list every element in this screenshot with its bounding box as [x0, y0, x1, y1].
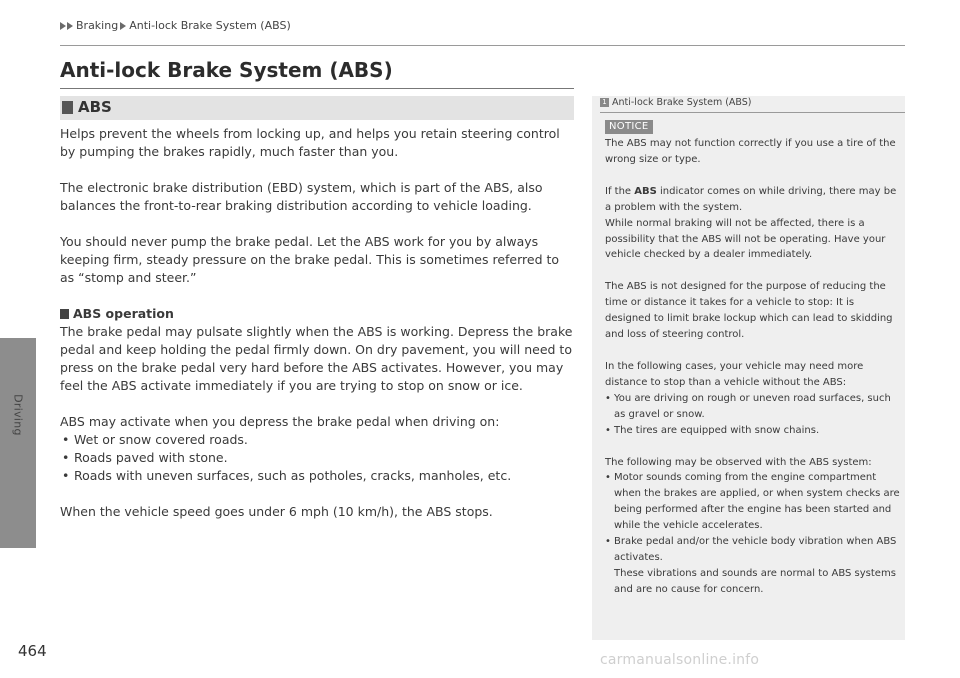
chevron-right-icon [120, 22, 126, 30]
list-item: • Wet or snow covered roads. [60, 431, 575, 449]
page-number: 464 [18, 642, 47, 660]
header-divider [60, 45, 905, 46]
indicator-text: If the ABS indicator comes on while driving, there may be a problem with the system. [605, 185, 897, 213]
list-item: • Brake pedal and/or the vehicle body vibration when ABS activates. [605, 534, 900, 566]
title-divider [60, 88, 574, 89]
list-item: • Roads paved with stone. [60, 449, 575, 467]
abs-indicator-word: ABS [634, 185, 657, 197]
cases-list [605, 391, 900, 439]
list-item: • The tires are equipped with snow chains. [605, 423, 900, 439]
sidebar-content [605, 136, 900, 614]
sidebar-divider [600, 112, 905, 113]
side-tab-label: Driving [11, 394, 25, 436]
subheading-marker-icon [60, 309, 69, 319]
observed-note: These vibrations and sounds are normal to ABS systems and are no cause for concern. [614, 567, 896, 595]
sidebar-title: Anti-lock Brake System (ABS) [612, 97, 752, 108]
paragraph: The electronic brake distribution (EBD) system, which is part of the ABS, also balances the front-to-rear braking distribution according to vehicle loading. [60, 180, 543, 213]
notice-badge: NOTICE [605, 120, 653, 134]
list-item: • Roads with uneven surfaces, such as potholes, cracks, manholes, etc. [60, 467, 575, 485]
breadcrumb-item-abs[interactable]: Anti-lock Brake System (ABS) [129, 19, 291, 32]
chevron-right-icon [60, 22, 66, 30]
activate-conditions-list [60, 431, 575, 485]
sidebar-header [600, 97, 752, 108]
stop-paragraph: When the vehicle speed goes under 6 mph (10 km/h), the ABS stops. [60, 504, 493, 519]
breadcrumb [60, 19, 291, 32]
operation-paragraph: The brake pedal may pulsate slightly when the ABS is working. Depress the brake pedal and keep holding the pedal firmly down. On dry pavement, you will need to press on the brake pedal very hard before the ABS activates. However, you may feel the ABS activate immediately if you are trying to stop on snow or ice. [60, 324, 573, 393]
subheading-label: ABS operation [73, 306, 174, 321]
section-heading: ABS [78, 98, 112, 116]
cases-intro: In the following cases, your vehicle may need more distance to stop than a vehicle without the ABS: [605, 360, 864, 388]
section-header-band [60, 96, 574, 120]
list-item: • You are driving on rough or uneven road surfaces, such as gravel or snow. [605, 391, 900, 423]
observed-intro: The following may be observed with the ABS system: [605, 456, 872, 468]
page-title: Anti-lock Brake System (ABS) [60, 58, 393, 82]
subheading [60, 305, 575, 323]
main-content [60, 125, 575, 539]
paragraph: Helps prevent the wheels from locking up, and helps you retain steering control by pumping the brakes rapidly, much faster than you. [60, 126, 560, 159]
observed-list [605, 470, 900, 565]
paragraph: You should never pump the brake pedal. Let the ABS work for you by always keeping firm, steady pressure on the brake pedal. This is sometimes referred to as “stomp and steer.” [60, 234, 560, 285]
list-item: • Motor sounds coming from the engine compartment when the brakes are applied, or when system checks are being performed after the engine has been started and while the vehicle accelerates. [605, 470, 900, 534]
reference-number-icon: 1 [600, 98, 609, 107]
section-marker-icon [62, 101, 73, 114]
notice-text: The ABS may not function correctly if you use a tire of the wrong size or type. [605, 138, 896, 165]
design-text: The ABS is not designed for the purpose of reducing the time or distance it takes for a vehicle to stop: It is designed to limit brake lockup which can lead to skidding and loss of steering control. [605, 281, 893, 341]
chevron-right-icon [67, 22, 73, 30]
watermark: carmanualsonline.info [600, 652, 760, 668]
breadcrumb-item-braking[interactable]: Braking [76, 19, 119, 32]
activate-intro: ABS may activate when you depress the brake pedal when driving on: [60, 414, 500, 429]
indicator-text-2: While normal braking will not be affected, there is a possibility that the ABS will not be operating. Have your vehicle checked by a dealer immediately. [605, 217, 886, 261]
